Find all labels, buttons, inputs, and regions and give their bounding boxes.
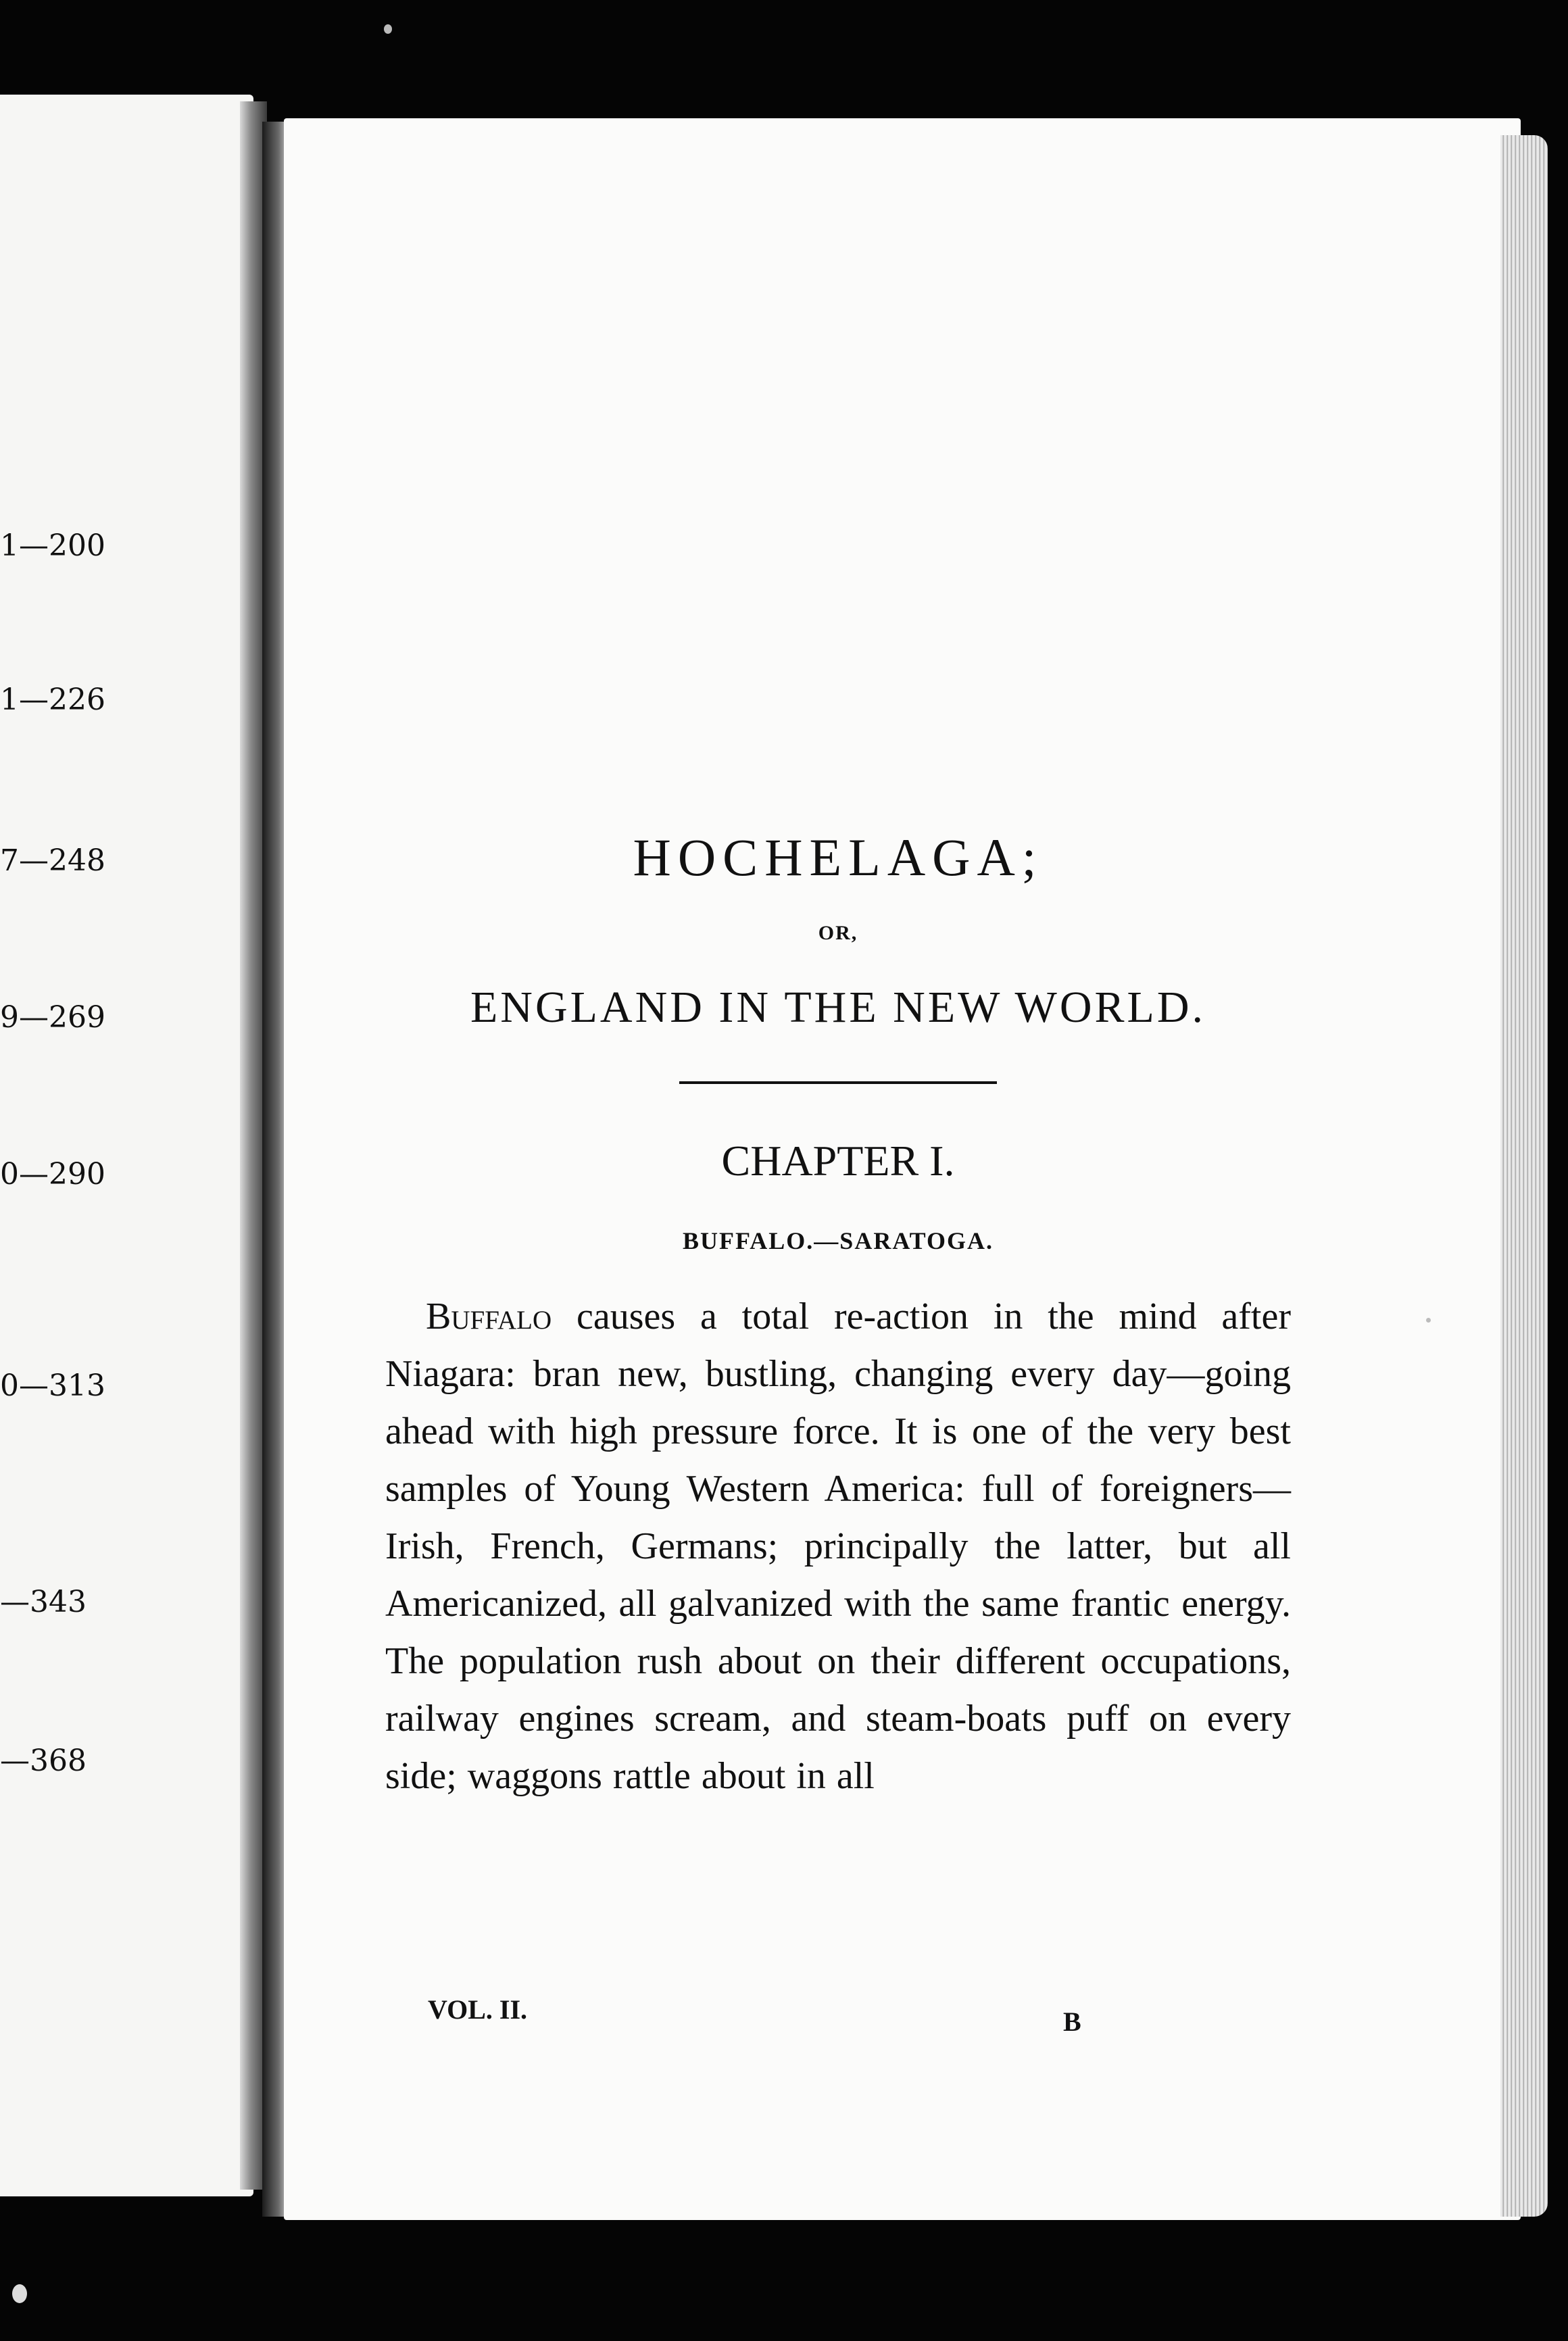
toc-page-range: 1—200 bbox=[0, 528, 105, 563]
title-connector: OR, bbox=[818, 922, 858, 944]
chapter-heading: CHAPTER I. bbox=[721, 1137, 955, 1185]
toc-page-range: 7—248 bbox=[0, 843, 105, 878]
book-title: HOCHELAGA; bbox=[633, 828, 1044, 887]
scan-speck bbox=[384, 24, 392, 34]
chapter-subtitle: BUFFALO.—SARATOGA. bbox=[682, 1227, 994, 1254]
toc-page-range: 9—269 bbox=[0, 1000, 105, 1035]
left-page bbox=[0, 95, 253, 2196]
body-lead-word: Buffalo bbox=[426, 1296, 552, 1337]
toc-page-range: 1—226 bbox=[0, 683, 105, 717]
page-edges bbox=[1500, 135, 1548, 2217]
book-subtitle: ENGLAND IN THE NEW WORLD. bbox=[470, 983, 1206, 1032]
toc-page-range: —368 bbox=[0, 1744, 87, 1778]
body-text: causes a total re-action in the mind after Niagara: bran new, bustling, changing every day—going ahead with high pressure force. It is one of the very best samples of Young Western America: full of foreigners—Irish, French, Germans; principally the latter, but all Americanized, all galvanized with the same frantic energy. The population rush about on their different occupations, railway engines scream, and steam-boats puff on every side; waggons rattle about in all bbox=[385, 1296, 1291, 1797]
toc-page-range: —343 bbox=[0, 1585, 87, 1619]
toc-page-range: 0—313 bbox=[0, 1369, 105, 1403]
body-paragraph bbox=[385, 1288, 1291, 1805]
scan-speck bbox=[12, 2284, 27, 2303]
title-rule bbox=[679, 1081, 997, 1084]
signature-mark: B bbox=[1063, 2006, 1081, 2037]
scan-speck bbox=[1426, 1318, 1431, 1323]
volume-label: VOL. II. bbox=[428, 1994, 528, 2025]
toc-page-range: 0—290 bbox=[0, 1157, 105, 1191]
chapter-opening bbox=[385, 828, 1291, 1843]
